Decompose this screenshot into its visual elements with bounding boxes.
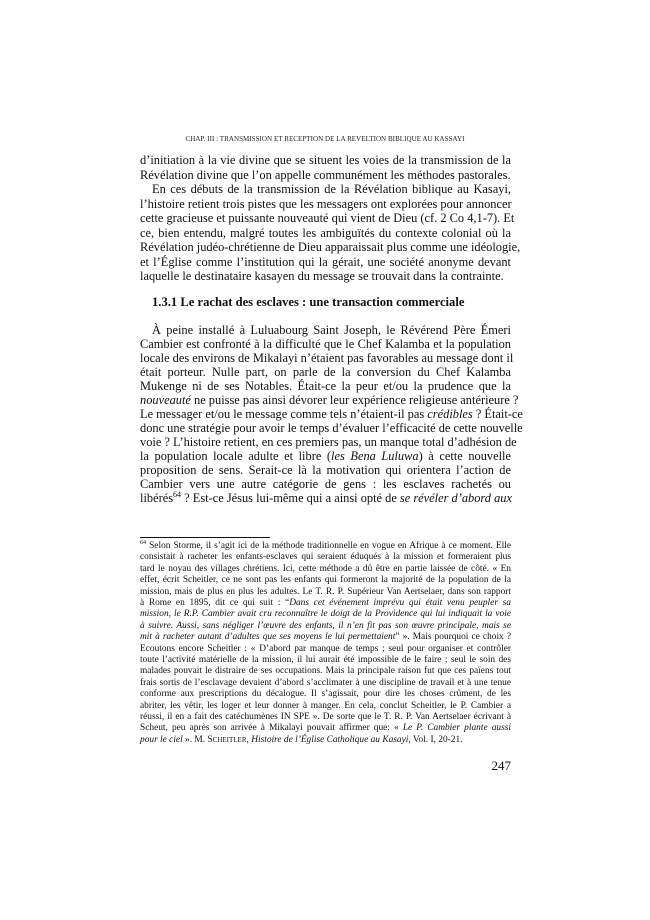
text-line (140, 491, 511, 505)
text-line (140, 655, 511, 666)
text-segment: locale des environs de Mikalayi n’étaient pas favorables au message dont il (140, 351, 514, 365)
text-line (140, 240, 521, 254)
text-segment: Dans cet événement imprévu qui était venu peupler sa (289, 598, 511, 608)
text-segment: abriter, les vêtir, les loger et leur donner à manger. En cela, conclut Scheitler, le P. Cambier a (140, 700, 511, 711)
text-line (140, 168, 511, 182)
text-line (140, 621, 511, 632)
text-segment: frais sortis de l’esclavage devaient d’abord s’acclimater à une discipline de travail et à une tenue (140, 677, 511, 688)
text-line (140, 226, 511, 240)
text-segment: et l’Église comme l’institution qui la gérait, une société anonyme devant (140, 254, 511, 269)
text-line (140, 449, 511, 463)
text-line (152, 323, 511, 337)
text-segment: tard le noyau des villages chrétiens. Ici, cette méthode a dû être en partie laissée de côté. « En (140, 563, 511, 574)
running-header: CHAP. III : TRANSMISSION ET RECEPTION DE LA REVELTION BIBLIQUE AU KASSAYI (185, 135, 465, 143)
text-line (140, 269, 511, 283)
text-segment: À peine installé à Luluabourg Saint Joseph, le Révérend Père Émeri (152, 323, 511, 337)
text-segment: Révélation divine que l’on appelle communément les méthodes pastorales. (140, 167, 511, 182)
text-segment: effet, écrit Scheitler, ce ne sont pas les enfants qui formeront la majorité de la population de la (140, 575, 511, 586)
text-segment: En ces débuts de la transmission de la Révélation biblique au Kasayi, (152, 182, 511, 196)
text-segment: voie ? L’histoire retient, en ces premiers pas, un manque total d’adhésion de (140, 435, 517, 449)
text-segment: réussi, il en a fait des catéchumènes IN SPE ». De sorte que le T. R. P. Van Aertselaer écrivant à (140, 712, 511, 722)
text-segment: la population locale adulte et libre ( (140, 449, 332, 463)
text-segment: mit à racheter autant d’adultes que ses moyens le lui permettaient (140, 632, 396, 643)
text-segment: proposition de sens. Serait-ce là la motivation qui orientera l’action de (140, 463, 511, 477)
text-segment: Le P. Cambier plante aussi (402, 723, 511, 734)
text-line (140, 632, 511, 643)
text-line (140, 712, 511, 723)
text-line (140, 689, 511, 700)
text-segment: se révéler d’abord aux (399, 491, 512, 505)
text-line (140, 552, 511, 563)
text-segment: , Vol. I, 20-21. (408, 734, 463, 745)
text-line (140, 351, 514, 365)
footnote-reference: 64 (173, 489, 182, 499)
section-heading: 1.3.1 Le rachat des esclaves : une transaction commerciale (152, 295, 465, 309)
text-segment: à suivre. Aussi, sans négliger l’œuvre des enfants, il n’en fit pas son œuvre principale, mais se (140, 620, 511, 631)
text-segment: Révélation judéo-chrétienne de Dieu apparaissait plus comme une idéologie, (140, 240, 521, 254)
text-segment: mission, le R.P. Cambier avait cru reconnaître le doigt de la Providence qui lui indiquait la voie (140, 609, 511, 620)
text-line (140, 477, 511, 491)
text-segment: , (246, 734, 252, 745)
text-segment: mission, mais de plus en plus les adultes. Le T. R. P. Supérieur Van Aertselaer, dans son rapport (140, 586, 511, 597)
text-segment: l’histoire retient trois pistes que les messagers ont explorées pour annoncer (140, 196, 512, 211)
text-line (140, 541, 511, 552)
text-line (140, 379, 511, 393)
text-segment: Histoire de l’Église Catholique au Kasayi (251, 734, 409, 745)
text-segment: ce, bien entendu, malgré toutes les ambiguïtés du contexte colonial où la (140, 225, 511, 240)
text-line (140, 463, 511, 477)
text-line (140, 564, 511, 575)
text-segment: consistait à racheter les enfants-esclaves qui seraient éduqués à la mission et formeraient plus (140, 552, 511, 563)
text-segment: crédibles (427, 407, 473, 421)
text-segment: pour le ciel (140, 734, 183, 745)
text-line (140, 666, 511, 677)
text-line (140, 735, 511, 746)
text-segment: Scheut, peu après son arrivée à Mikalayi pouvait affirmer que: « (140, 723, 403, 734)
footnote-separator (140, 537, 270, 538)
text-segment: ». M. (182, 734, 208, 745)
text-line (140, 598, 511, 609)
text-segment: Mukenge ni de ses Notables. Était-ce la peur et/ou la prudence que la (140, 379, 511, 393)
text-segment: était porteur. Nulle part, on parle de la conversion du Chef Kalamba (140, 365, 511, 379)
text-segment: ) à cette nouvelle (418, 449, 511, 463)
text-segment: Le messager et/ou le message comme tels n’étaient-il pas (140, 407, 428, 421)
text-segment: Cambier vers une autre catégorie de gens : les esclaves rachetés ou (140, 477, 511, 491)
text-line (140, 609, 511, 620)
text-segment: cette gracieuse et puissante nouveauté qui vient de Dieu (cf. 2 Co 4,1-7). Et (140, 211, 515, 225)
text-segment: toute l’activité matérielle de la mission, il lui aurait été impossible de le faire ; seul le soin des (140, 655, 511, 665)
text-line (140, 723, 511, 734)
text-segment: Cambier est confronté à la difficulté que le Chef Kalamba et la population (140, 337, 511, 351)
text-line (140, 197, 511, 211)
text-line (140, 255, 511, 269)
text-segment: les Bena Luluwa (331, 449, 419, 463)
text-segment: malades pouvait le distraire de ses occupations. Mais la principale raison fut que ces païens tout (140, 666, 511, 677)
text-segment: Selon Storme, il s’agit ici de la méthode traditionnelle en vogue en Afrique à ce moment. Elle (146, 541, 511, 551)
text-segment: Ecoutons encore Scheitler : « D’abord par manque de temps ; seul pour organiser et contrôler (140, 643, 511, 654)
text-segment: ” ». Mais pourquoi ce choix ? (395, 632, 511, 643)
text-line (140, 407, 523, 421)
text-segment: ne puisse pas ainsi dévorer leur expérience religieuse antérieure ? (190, 393, 519, 407)
text-line (140, 678, 511, 689)
text-segment: libérés (140, 491, 174, 505)
text-segment: ? Est-ce Jésus lui-même qui a ainsi opté de (181, 491, 400, 505)
text-line (140, 211, 515, 225)
footnote-reference: 64 (140, 539, 147, 546)
text-segment: laquelle le destinataire kasayen du message se trouvait dans la contrainte. (140, 269, 504, 283)
text-line (140, 575, 511, 586)
text-line (140, 644, 511, 655)
text-segment: d’initiation à la vie divine que se situent les voies de la transmission de la (140, 153, 511, 167)
text-line (140, 435, 517, 449)
page-number: 247 (491, 758, 511, 773)
text-segment: nouveauté (140, 393, 191, 407)
text-segment: conforme aux prescriptions du décalogue. Il s’agissait, pour dire les choses crûment, de les (140, 689, 511, 700)
text-segment: à Rome en 1895, dit ce qui suit : “ (140, 598, 290, 608)
text-segment: ? Était-ce (472, 407, 523, 421)
text-line (140, 421, 523, 435)
text-segment: donc une stratégie pour avoir le temps d’évaluer l’efficacité de cette nouvelle (140, 421, 523, 435)
text-line (140, 337, 511, 351)
text-line (140, 393, 519, 407)
text-line (140, 365, 511, 379)
text-line (140, 587, 511, 598)
text-line (140, 153, 511, 167)
text-line (140, 701, 511, 712)
text-segment: Scheitler (207, 734, 247, 745)
text-line (152, 182, 511, 196)
